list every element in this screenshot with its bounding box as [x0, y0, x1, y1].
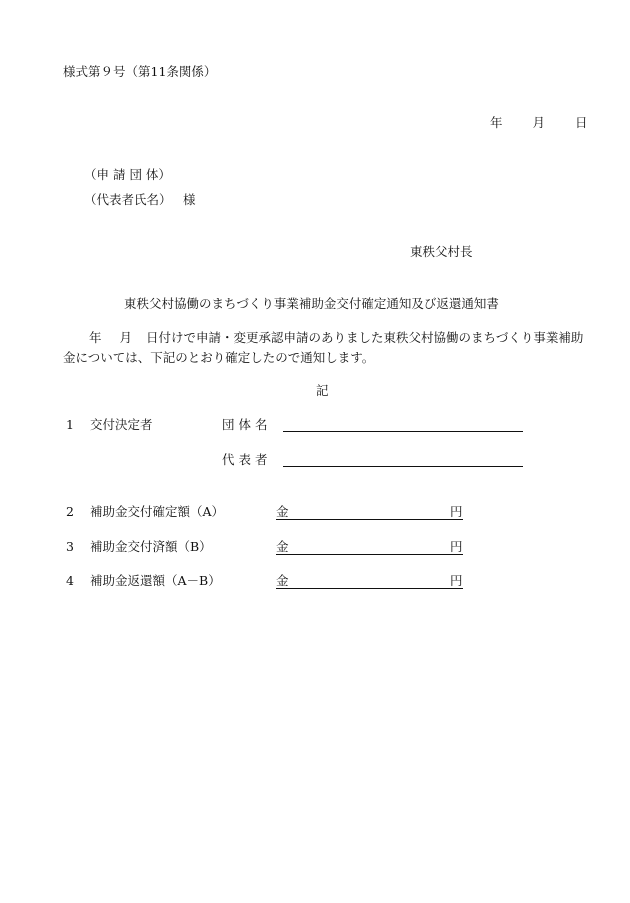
item2-underline [276, 519, 463, 520]
date-day: 日 [575, 115, 588, 130]
applicant-rep-label: （代表者氏名） [84, 192, 172, 207]
item1-org-underline [283, 431, 523, 432]
item2-suffix: 円 [450, 504, 463, 519]
item1-rep-underline [283, 466, 523, 467]
item3-label: 補助金交付済額（B） [90, 539, 212, 554]
item4-label: 補助金返還額（A－B） [90, 573, 221, 588]
body-year-mark: 年 [89, 330, 102, 345]
item1-field-rep-label: 代 表 者 [222, 452, 268, 467]
issuer: 東秩父村長 [410, 244, 473, 259]
date-month: 月 [532, 115, 546, 130]
body-paragraph [63, 328, 588, 368]
item3-prefix: 金 [276, 539, 289, 554]
ki-heading: 記 [316, 383, 329, 398]
applicant-honorific: 様 [183, 192, 196, 207]
doc-title: 東秩父村協働のまちづくり事業補助金交付確定通知及び返還通知書 [124, 296, 499, 311]
body-month-mark: 月 [119, 330, 133, 345]
item1-field-org-label: 団 体 名 [222, 417, 268, 432]
item2-num: 2 [66, 504, 74, 519]
item3-suffix: 円 [450, 539, 463, 554]
item3-underline [276, 554, 463, 555]
applicant-org-label: （申 請 団 体） [84, 167, 171, 182]
date-year: 年 [490, 115, 503, 130]
item4-prefix: 金 [276, 573, 289, 588]
date-line [490, 115, 588, 131]
item2-prefix: 金 [276, 504, 289, 519]
body-text: 日付けで申請・変更承認申請のありました東秩父村協働のまちづくり事業補助金については、下記のとおり確定したので通知します。 [63, 330, 584, 365]
item3-num: 3 [66, 539, 74, 554]
item1-num: 1 [66, 417, 74, 432]
item4-underline [276, 588, 463, 589]
form-label: 様式第９号（第11条関係） [63, 64, 217, 79]
item1-label: 交付決定者 [90, 417, 153, 432]
item4-num: 4 [66, 573, 74, 588]
item4-suffix: 円 [450, 573, 463, 588]
item2-label: 補助金交付確定額（A） [90, 504, 225, 519]
